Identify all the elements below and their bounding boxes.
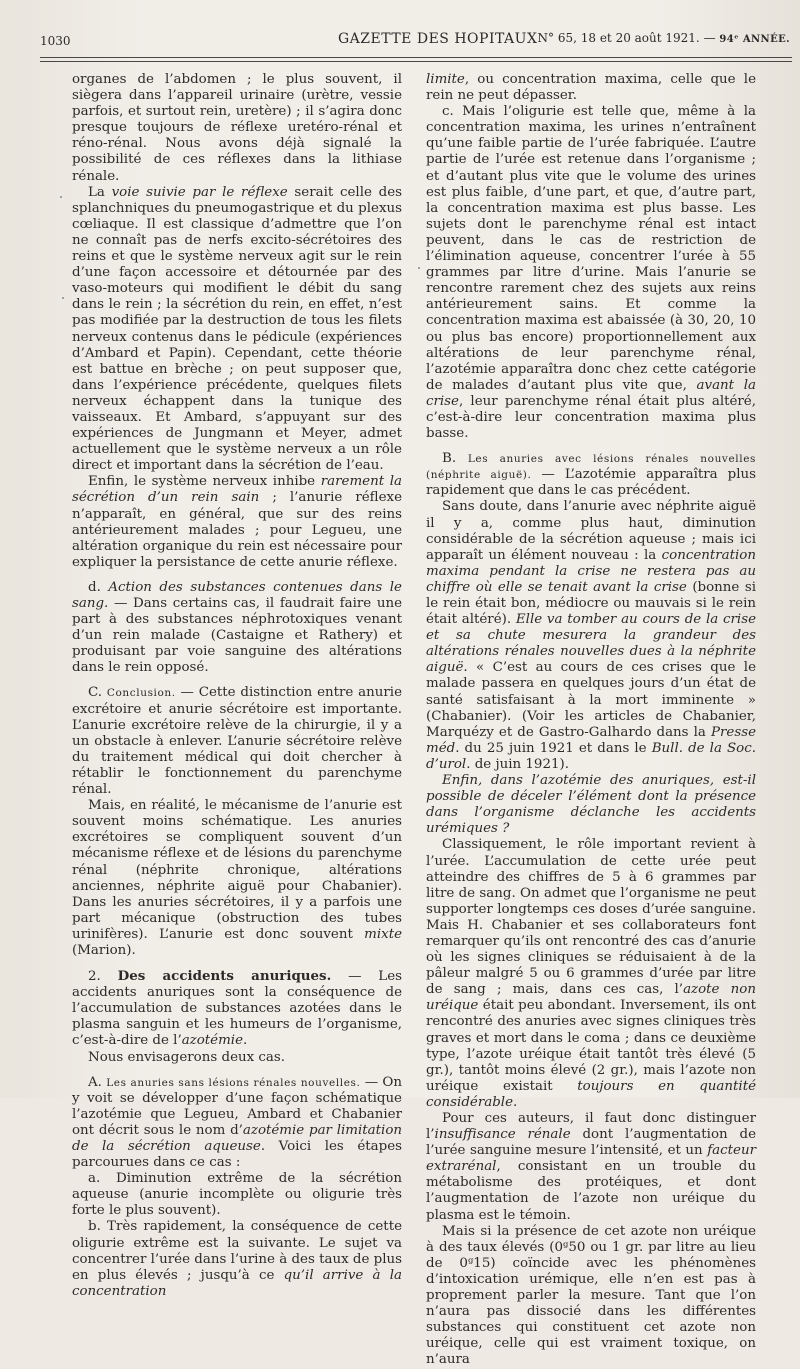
right-column <box>426 72 756 1369</box>
section-heading-paragraph: 2. Des accidents anuriques. — Les accidents anuriques sont la conséquence de l’accumulation de substances azotées dans le plasma sanguin et les humeurs de l’organisme, c’est-à-dire de l’azotémie. <box>72 968 402 1049</box>
left-column <box>72 72 402 1300</box>
paper-speck <box>60 196 62 198</box>
page-header <box>40 28 790 50</box>
journal-title: GAZETTE DES HOPITAUX <box>338 31 538 47</box>
paragraph: organes de l’abdomen ; le plus souvent, il siègera dans l’appareil urinaire (urètre, vessie parfois, et surtout rein, uretère) ; il s’agira donc presque toujours de réflexe uretéro-rénal et réno-rénal. Nous avons déjà signalé la possibilité de ces réflexes dans la lithiase rénale. <box>72 72 402 184</box>
issue-date: N° 65, 18 et 20 août 1921. — <box>537 31 716 45</box>
paragraph: Enfin, le système nerveux inhibe rarement la sécrétion d’un rein sain ; l’anurie réflexe n’apparaît, en général, que sur des reins antérieurement malades ; pour Legueu, une altération organique du rein est nécessaire pour expliquer la persistance de cette anurie réflexe. <box>72 474 402 570</box>
paragraph: Mais, en réalité, le mécanisme de l’anurie est souvent moins schématique. Les anuries excrétoires se compliquent souvent d’un mécanisme réflexe et de lésions du parenchyme rénal (néphrite chronique, altérations anciennes, néphrite aiguë pour Chabanier). Dans les anuries sécrétoires, il y a parfois une part mécanique (obstruction des tubes urinifères). L’anurie est donc souvent mixte (Marion). <box>72 798 402 958</box>
paragraph: b. Très rapidement, la conséquence de cette oligurie extrême est la suivante. Le sujet va concentrer l’urée dans l’urine à des taux de plus en plus élevés ; jusqu’à ce qu’il arrive à la concentration <box>72 1219 402 1299</box>
paragraph: Sans doute, dans l’anurie avec néphrite aiguë il y a, comme plus haut, diminution considérable de la sécrétion aqueuse ; mais ici apparaît un élément nouveau : la concentration maxima pendant la crise ne restera pas au chiffre où elle se tenait avant la crise (bonne si le rein était bon, médiocre ou mauvais si le rein était altéré). Elle va tomber au cours de la crise et sa chute mesurera la grandeur des altérations rénales nouvelles dues à la néphrite aiguë. « C’est au cours de ces crises que le malade passera en quelques jours d’un état de santé satisfaisant à la mort imminente » (Chabanier). (Voir les articles de Chabanier, Marquézy et de Gastro-Galhardo dans la Presse méd. du 25 juin 1921 et dans le Bull. de la Soc. d’urol. de juin 1921). <box>426 499 756 772</box>
header-rule <box>40 57 792 58</box>
issue-year: 94ᵉ ANNÉE. <box>719 34 790 45</box>
header-rule-thin <box>40 61 792 62</box>
paragraph: d. Action des substances contenues dans le sang. — Dans certains cas, il faudrait faire une part à des substances néphrotoxiques venant d’un rein malade (Castaigne et Rathery) et produisant par voie sanguine des altérations dans le rein opposé. <box>72 579 402 676</box>
paragraph: La voie suivie par le réflexe serait celle des splanchniques du pneumogastrique et du plexus cœliaque. Il est classique d’admettre que l’on ne connaît pas de nerfs excito-sécrétoires des reins et que le système nerveux agit sur le rein d’une façon accessoire et détournée par des vaso-moteurs qui modifient le débit du sang dans le rein ; la sécrétion du rein, en effet, n’est pas modifiée par la destruction de tous les filets nerveux contenus dans le pédicule (expériences d’Ambard et Papin). Cependant, cette théorie est battue en brèche ; on peut supposer que, dans l’expérience précédente, quelques filets nerveux échappent dans la tunique des vaisseaux. Et Ambard, s’appuyant sur des expériences de Jungmann et Meyer, admet actuellement que le système nerveux a un rôle direct et important dans la sécrétion de l’eau. <box>72 184 402 474</box>
paragraph: Classiquement, le rôle important revient à l’urée. L’accumulation de cette urée peut atteindre des chiffres de 5 à 6 grammes par litre de sang. On admet que l’organisme ne peut supporter longtemps ces doses d’urée sanguine. Mais H. Chabanier et ses collaborateurs font remarquer qu’ils ont rencontré des cas d’anurie où les signes cliniques se réduisaient à de la pâleur malgré 5 ou 6 grammes d’urée par litre de sang ; mais, dans ces cas, l’azote non uréique était peu abondant. Inversement, ils ont rencontré des anuries avec signes cliniques très graves et mort dans le coma ; dans ce deuxième type, l’azote uréique était tantôt très élevé (5 gr.), tantôt moins élevé (2 gr.), mais l’azote non uréique existait toujours en quantité considérable. <box>426 837 757 1110</box>
paper-speck <box>62 297 64 299</box>
section-heading-paragraph: C. Conclusion. — Cette distinction entre anurie excrétoire et anurie sécrétoire est importante. L’anurie excrétoire relève de la chirurgie, il y a un obstacle à enlever. L’anurie sécrétoire relève du traitement médical qui doit chercher à rétablir le fonctionnement du parenchyme rénal. <box>72 685 402 798</box>
issue-info <box>538 31 790 45</box>
paragraph: c. Mais l’oligurie est telle que, même à la concentration maxima, les urines n’entraînent qu’une faible partie de l’urée fabriquée. L’autre partie de l’urée est retenue dans l’organisme ; et d’autant plus vite que le volume des urines est plus faible, d’une part, et que, d’autre part, la concentration maxima est plus basse. Les sujets dont le parenchyme rénal est intact peuvent, dans le cas de restriction de l’élimination aqueuse, concentrer l’urée à 55 grammes par litre d’urine. Mais l’anurie se rencontre rarement chez des sujets aux reins antérieurement sains. Et comme la concentration maxima est abaissée (à 30, 20, 10 ou plus bas encore) proportionnellement aux altérations de leur parenchyme rénal, l’azotémie apparaîtra donc chez cette catégorie de malades d’autant plus vite que, avant la crise, leur parenchyme rénal était plus altéré, c’est-à-dire leur concentration maxima plus basse. <box>426 104 756 442</box>
paper-speck <box>418 267 420 269</box>
section-heading-paragraph: A. Les anuries sans lésions rénales nouvelles. — On y voit se développer d’une façon schématique l’azotémie que Legueu, Ambard et Chabanier ont décrit sous le nom d’azotémie par limitation de la sécrétion aqueuse. Voici les étapes parcourues dans ce cas : <box>72 1074 402 1171</box>
paragraph: limite, ou concentration maxima, celle que le rein ne peut dépasser. <box>426 72 756 104</box>
section-heading-paragraph: B. Les anuries avec lésions rénales nouvelles (néphrite aiguë). — L’azotémie apparaîtra plus rapidement que dans le cas précédent. <box>426 451 757 499</box>
paragraph: Pour ces auteurs, il faut donc distinguer l’insuffisance rénale dont l’augmentation de l’urée sanguine mesure l’intensité, et un facteur extrarénal, consistant en un trouble du métabolisme des protéiques, et dont l’augmentation de l’azote non uréique du plasma est le témoin. <box>426 1111 756 1223</box>
paragraph: a. Diminution extrême de la sécrétion aqueuse (anurie incomplète ou oligurie très forte le plus souvent). <box>72 1171 402 1219</box>
paragraph: Nous envisagerons deux cas. <box>88 1049 286 1065</box>
paragraph: Enfin, dans l’azotémie des anuriques, est-il possible de déceler l’élément dont la présence dans l’organisme déclanche les accidents urémiques ? <box>426 773 756 837</box>
page-number: 1030 <box>40 34 71 48</box>
paragraph: Mais si la présence de cet azote non uréique à des taux élevés (0ᵍ50 ou 1 gr. par litre au lieu de 0ᵍ15) coïncide avec les phénomènes d’intoxication urémique, elle n’en est pas à proprement parler la mesure. Tant que l’on n’aura pas dissocié dans les différentes substances qui constituent cet azote non uréique, celle qui est vraiment toxique, on n’aura <box>426 1223 756 1368</box>
